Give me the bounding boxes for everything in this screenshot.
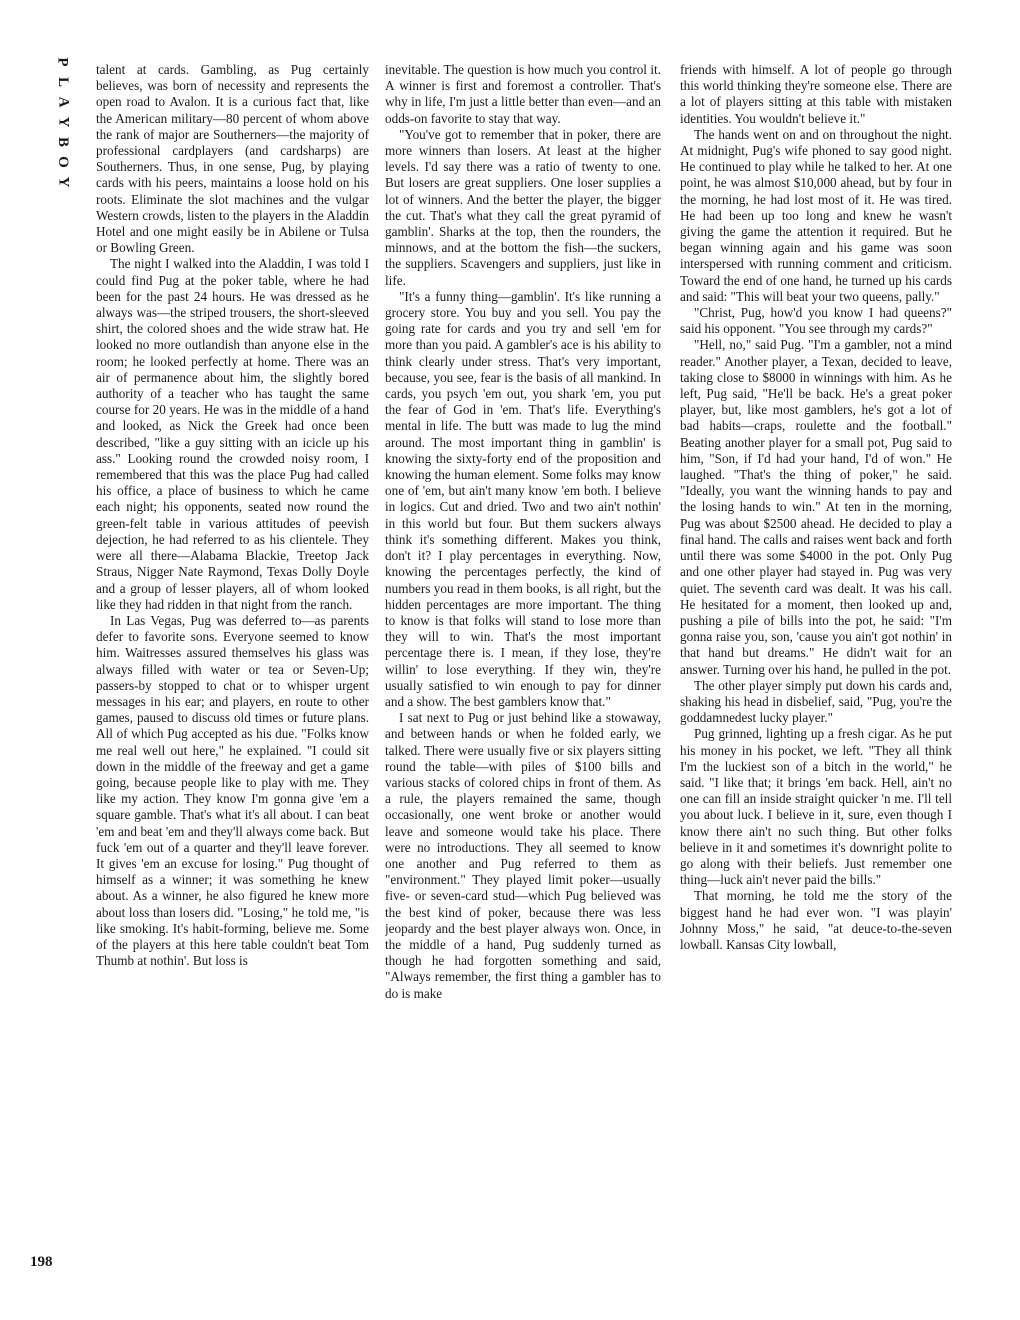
text-column-3 (680, 62, 952, 1284)
masthead-letter: O (54, 156, 71, 168)
paragraph: friends with himself. A lot of people go through this world thinking they're someone else. There are a lot of players sitting at this table with mistaken identities. You wouldn't believe it." (680, 62, 952, 126)
paragraph: The night I walked into the Aladdin, I was told I could find Pug at the poker table, where he had been for the past 24 hours. He was dressed as he always was—the striped trousers, the short-sleeved shirt, the colored shoes and the wide straw hat. He looked no more outlandish than anyone else in the room; he looked perfectly at home. There was an air of permanence about him, the slightly bored authority of a teacher who has taught the same course for 20 years. He was in the middle of a hand and looked, as Nick the Greek had once been described, "like a guy sitting with an icicle up his ass." Looking round the crowded noisy room, I remembered that this was the place Pug had called his office, a place of business to which he came each night; his opponents, seated now round the green-felt table in various attitudes of peevish dejection, he had referred to as his clientele. They were all there—Alabama Blackie, Treetop Jack Straus, Nigger Nate Raymond, Texas Dolly Doyle and a group of lesser players, all of whom looked like they had ridden in that night from the ranch. (96, 256, 369, 612)
paragraph: "You've got to remember that in poker, there are more winners than losers. At least at the higher levels. I'd say there was a ratio of twenty to one. But losers are great suppliers. One loser supplies a lot of winners. And the better the player, the bigger the cut. That's what they call the great pyramid of gamblin'. Sharks at the top, then the rounders, the minnows, and at the bottom the fish—the suckers, the suppliers. Scavengers and suppliers, just like in life. (385, 126, 661, 288)
text-column-2 (385, 62, 661, 1284)
masthead-letter: L (54, 76, 71, 88)
paragraph: I sat next to Pug or just behind like a stowaway, and between hands or when he folded early, we talked. There were usually five or six players sitting round the table—with piles of $100 bills and various stacks of colored chips in front of them. As a rule, the players remained the same, though occasionally, one went broke or another would leave and someone would take his place. There were no introductions. They all seemed to know one another and Pug referred to them as "environment." They played limit poker—usually five- or seven-card stud—which Pug believed was the best kind of poker, because there was less jeopardy and the best player always won. Once, in the middle of a hand, Pug suddenly turned as though he had forgotten something and said, "Always remember, the first thing a gambler has to do is make (385, 710, 661, 1001)
masthead-letter: A (55, 96, 71, 108)
paragraph: "It's a funny thing—gamblin'. It's like running a grocery store. You buy and you sell. You pay the going rate for cards and you try and sell 'em for more than you paid. A gambler's ace is his ability to think clearly under stress. That's very important, because, you see, fear is the basis of all mankind. In cards, you psych 'em out, you shark 'em, you put the fear of God in 'em. That's life. Everything's mental in life. The butt was made to lug the mind around. The most important thing in gamblin' is knowing the sixty-forty end of the proposition and knowing the human element. Some folks may know one of 'em, but ain't many know 'em both. I believe in logics. Cut and dried. Two and two ain't nothin' in this world but four. But them suckers always think it's something different. Makes you think, don't it? I play percentages in everything. Now, knowing the percentages perfectly, the kind of numbers you read in them books, is all right, but the hidden percentages are more important. The thing to know is that folks will stand to lose more than they will to win. That's the most important percentage there is. I mean, if they lose, they're willin' to lose everything. If they win, they're usually satisfied to win enough to pay for dinner and a show. The best gamblers know that." (385, 288, 661, 709)
page-number: 198 (30, 1254, 53, 1270)
masthead-letter: Y (55, 176, 71, 188)
masthead-letter: B (54, 136, 71, 148)
masthead-letter: P (54, 57, 71, 67)
paragraph: In Las Vegas, Pug was deferred to—as parents defer to favorite sons. Everyone seemed to know him. Waitresses assured themselves his glass was always filled with water or tea or Seven-Up; passers-by stopped to chat or to whisper urgent messages in his ear; and players, en route to other games, paused to discuss old times or future plans. All of which Pug accepted as his due. "Folks know me real well out here," he explained. "I could sit down in the middle of the freeway and get a game going, because people like to play with me. They like my action. They know I'm gonna give 'em a square gamble. That's what it's all about. I can beat 'em and beat 'em and they'll always come back. But fuck 'em out of a quarter and they'll leave forever. It gives 'em an excuse for losing." Pug thought of himself as a winner; it was something he knew about. As a winner, he also figured he knew more about loss than losers did. "Losing," he told me, "is like smoking. It's habit-forming, believe me. Some of the players at this here table couldn't beat Tom Thumb at nothin'. But loss is (96, 612, 369, 969)
paragraph: talent at cards. Gambling, as Pug certainly believes, was born of necessity and represents the open road to Avalon. It is a curious fact that, like the American military—80 percent of whom above the rank of major are Southerners—the majority of professional cardplayers (and cardsharps) are Southerners. Thus, in one sense, Pug, by playing cards with his peers, maintains a loose hold on his roots. Eliminate the slot machines and the vulgar Western crowds, listen to the players in the Aladdin Hotel and one might easily be in Abilene or Tulsa or Bowling Green. (96, 62, 369, 256)
paragraph: The hands went on and on throughout the night. At midnight, Pug's wife phoned to say good night. He continued to play while he talked to her. At one point, he was almost $10,000 ahead, but by four in the morning, he had lost most of it. He was tired. He had been up too long and knew he wasn't giving the game the attention it required. But he began winning again and his game was soon interspersed with running comment and criticism. Toward the end of one hand, he turned up his cards and said: "This will beat your two queens, pally." (680, 126, 952, 304)
paragraph: The other player simply put down his cards and, shaking his head in disbelief, said, "Pug, you're the goddamnedest lucky player." (680, 677, 952, 726)
masthead-letter: Y (55, 116, 71, 128)
text-column-1 (96, 62, 369, 1284)
paragraph: That morning, he told me the story of the biggest hand he had ever won. "I was playin' Johnny Moss," he said, "at deuce-to-the-seven lowball. Kansas City lowball, (680, 888, 952, 952)
paragraph: "Christ, Pug, how'd you know I had queens?" said his opponent. "You see through my cards?" (680, 305, 952, 337)
paragraph: inevitable. The question is how much you control it. A winner is first and foremost a controller. That's why in life, I'm just a little better than even—and an odds-on favorite to stay that way. (385, 62, 661, 126)
paragraph: "Hell, no," said Pug. "I'm a gambler, not a mind reader." Another player, a Texan, decided to leave, taking close to $8000 in winnings with him. As he left, Pug said, "He'll be back. He's a great poker player, but, like most gamblers, he's got a lot of bad habits—craps, roulette and the football." Beating another player for a small pot, Pug said to him, "Son, if I'd had your hand, I'd of won." He laughed. "That's the thing of poker," he said. "Ideally, you want the winning hands to pay and the losing hands to win." At ten in the morning, Pug was about $2500 ahead. He decided to play a final hand. The calls and raises went back and forth until there was some $4000 in the pot. Only Pug and one other player had stayed in. Pug was very quiet. The seventh card was dealt. It was his call. He hesitated for a moment, then looked up and, pushing a pile of bills into the pot, he said: "I'm gonna raise you, son, 'cause you ain't got nothin' in that hand but dreams." He didn't wait for an answer. Turning over his hand, he pulled in the pot. (680, 337, 952, 677)
article-body (0, 56, 1020, 1286)
paragraph: Pug grinned, lighting up a fresh cigar. As he put his money in his pocket, we left. "They all think I'm the luckiest son of a bitch in the world," he said. "I like that; it brings 'em back. Hell, ain't no one can fill an inside straight quicker 'n me. I'll tell you about luck. I believe in it, sure, even though I know there ain't no such thing. But other folks believe in it and sometimes it's downright polite to go along with their beliefs. Just remember one thing—luck ain't never paid the bills." (680, 726, 952, 888)
